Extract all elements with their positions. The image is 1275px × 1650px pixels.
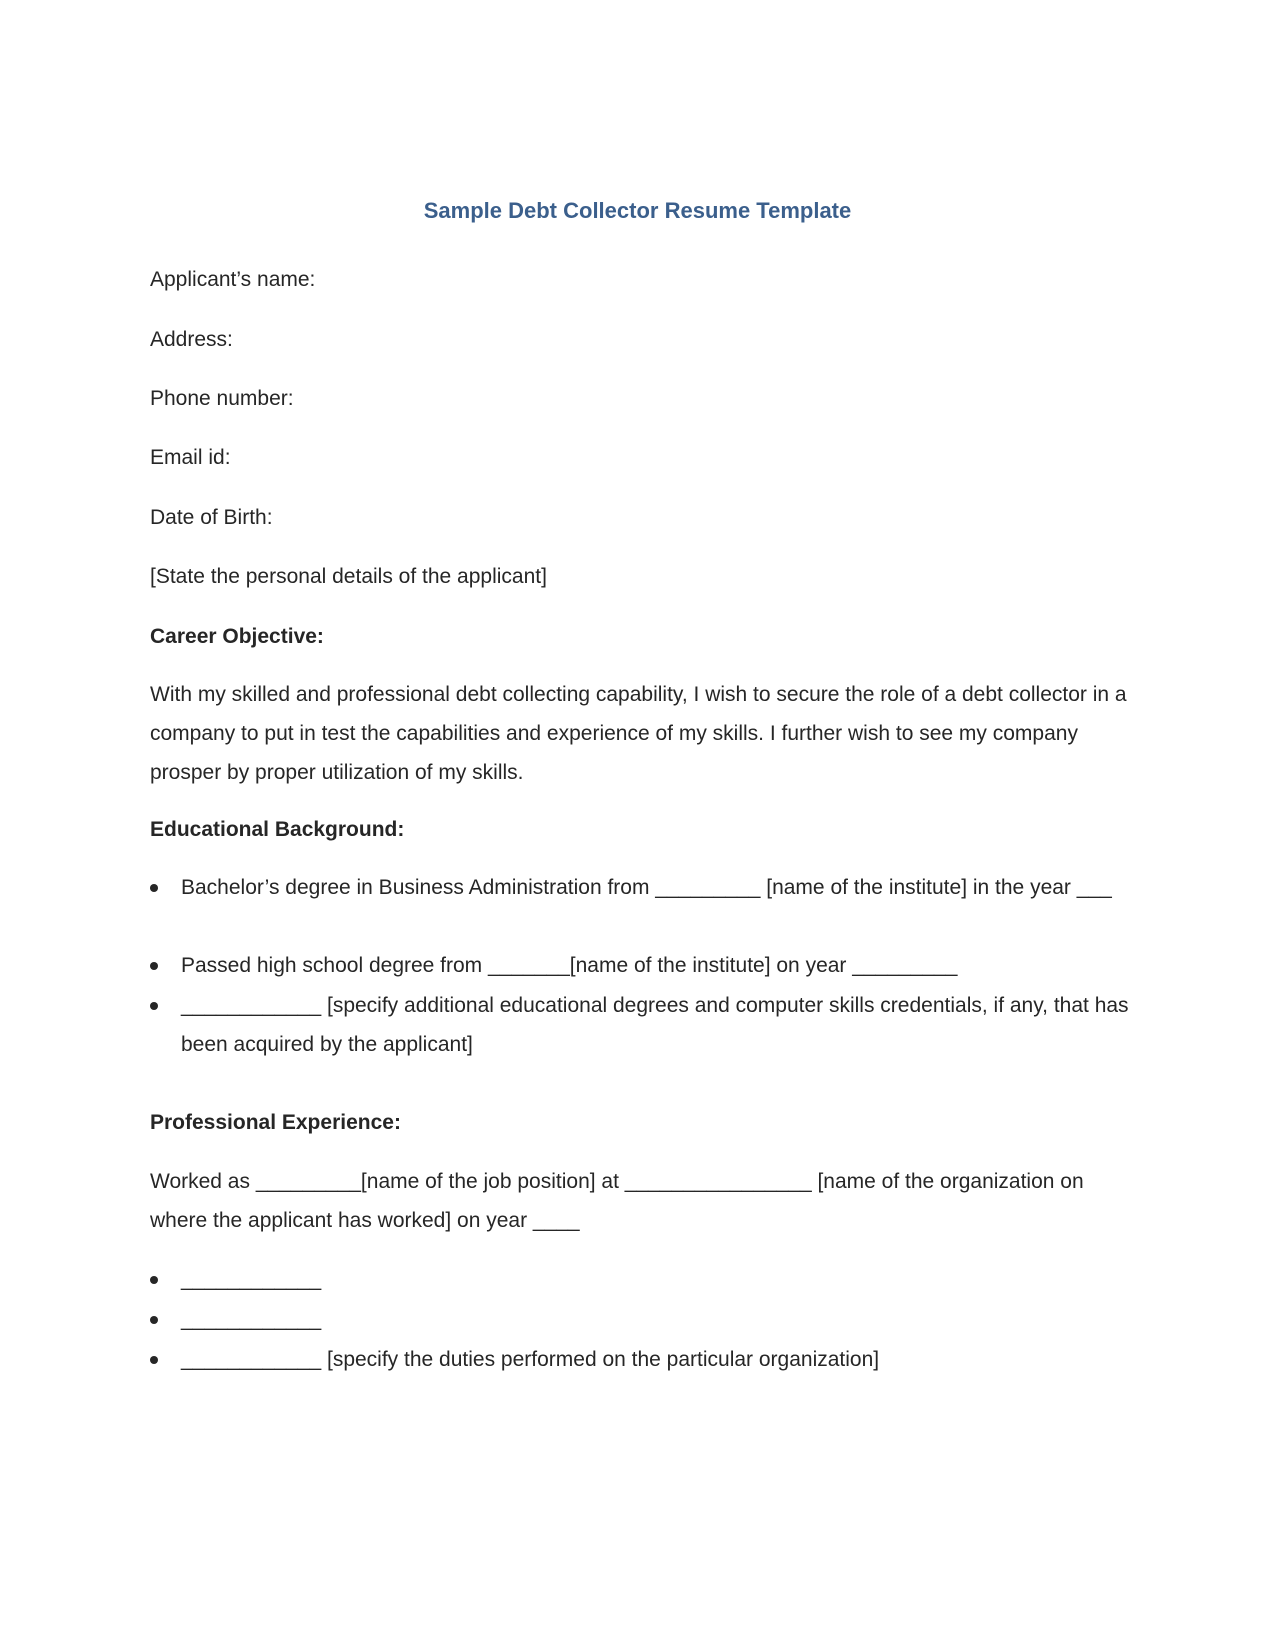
career-objective-heading: Career Objective: xyxy=(150,625,324,648)
experience-list-item: ____________ xyxy=(150,1260,1135,1299)
bullet-icon xyxy=(150,986,164,1025)
professional-experience-text: Worked as _________[name of the job position] at ________________ [name of the organization on where the applicant has worked] on year ____ xyxy=(150,1170,1084,1232)
bullet-icon xyxy=(150,868,164,907)
bullet-icon xyxy=(150,1260,164,1299)
date-of-birth-label: Date of Birth: xyxy=(150,506,273,529)
experience-list-item: ____________ [specify the duties performed on the particular organization] xyxy=(150,1340,1135,1379)
professional-experience-heading: Professional Experience: xyxy=(150,1111,401,1134)
education-list-item: Passed high school degree from _______[name of the institute] on year _________ xyxy=(150,946,1135,985)
document-title: Sample Debt Collector Resume Template xyxy=(423,198,852,223)
address-label: Address: xyxy=(150,328,233,351)
applicant-name-label: Applicant’s name: xyxy=(150,268,316,291)
education-list-item: Bachelor’s degree in Business Administration from _________ [name of the institute] in the year ___ xyxy=(150,868,1135,907)
bullet-icon xyxy=(150,1340,164,1379)
career-objective-text: With my skilled and professional debt collecting capability, I wish to secure the role of a debt collector in a company to put in test the capabilities and experience of my skills. I further wish to see my company prosper by proper utilization of my skills. xyxy=(150,683,1127,784)
educational-background-heading: Educational Background: xyxy=(150,818,405,841)
bullet-icon xyxy=(150,946,164,985)
email-id-label: Email id: xyxy=(150,446,231,469)
bullet-icon xyxy=(150,1300,164,1339)
personal-details-note: [State the personal details of the applicant] xyxy=(150,565,547,588)
phone-number-label: Phone number: xyxy=(150,387,294,410)
experience-list-item: ____________ xyxy=(150,1300,1135,1339)
education-list-item: ____________ [specify additional educational degrees and computer skills credentials, if any, that has been acquired by the applicant] xyxy=(150,986,1135,1064)
